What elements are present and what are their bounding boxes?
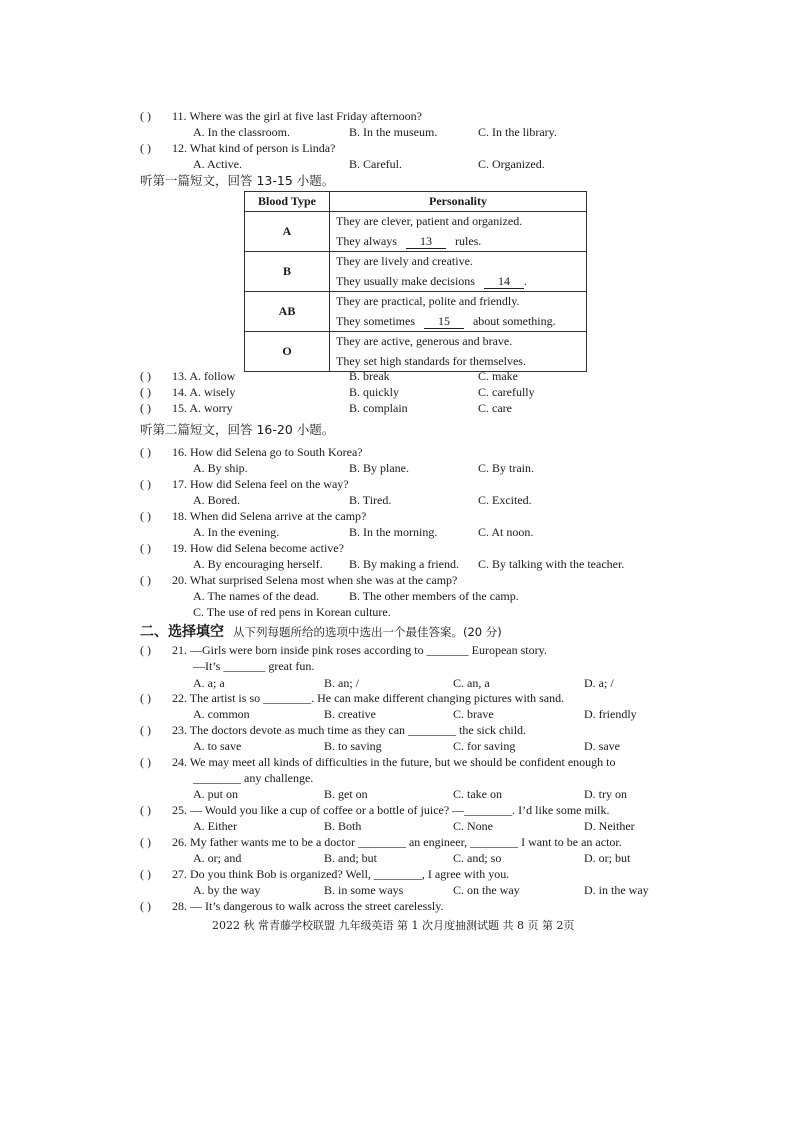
header-blood-type: Blood Type [245,192,330,212]
answer-paren[interactable]: ( ) [140,573,151,587]
question-stem: 16. How did Selena go to South Korea? [172,445,363,459]
header-personality: Personality [330,192,587,212]
question-stem: 12. What kind of person is Linda? [172,141,336,155]
option-b: B. In the museum. [349,125,438,139]
option-d: D. friendly [584,707,637,721]
option-c: C. The use of red pens in Korean culture. [193,605,391,619]
option-a: A. The names of the dead. [193,589,320,603]
personality-line: They set high standards for themselves. [336,353,526,368]
table-row [245,252,587,292]
table-row [245,212,587,252]
answer-blank-14[interactable]: 14 [484,274,524,289]
option-c: C. Organized. [478,157,545,171]
blood-type-table [244,191,587,372]
option-a: A. By encouraging herself. [193,557,323,571]
personality-line: They usually make decisions 14 . [336,273,527,288]
option-d: D. try on [584,787,627,801]
passage-1-heading: 听第一篇短文，回答 13-15 小题。 [140,173,335,188]
option-c: C. None [453,819,493,833]
option-a: A. Either [193,819,237,833]
blood-type-cell: AB [245,292,330,332]
question-stem-line-2: —It’s _______ great fun. [193,659,315,673]
option-b: B. Careful. [349,157,402,171]
answer-paren[interactable]: ( ) [140,445,151,459]
question-stem: 22. The artist is so ________. He can make different changing pictures with sand. [172,691,565,705]
question-stem-line-2: ________ any challenge. [193,771,314,785]
personality-line: They are practical, polite and friendly. [336,294,520,308]
question-stem: 21. —Girls were born inside pink roses according to _______ European story. [172,643,547,657]
option-b: B. By making a friend. [349,557,459,571]
section-title-text: 二、选择填空 [140,624,224,640]
answer-paren[interactable]: ( ) [140,691,151,705]
answer-paren[interactable]: ( ) [140,899,151,913]
option-b: B. Both [324,819,362,833]
personality-line: They are lively and creative. [336,254,473,268]
table-row [245,332,587,372]
option-a: 15. A. worry [172,401,233,415]
answer-paren[interactable]: ( ) [140,369,151,383]
option-c: C. Excited. [478,493,532,507]
personality-line: They sometimes 15 about something. [336,313,556,328]
personality-line: They are active, generous and brave. [336,334,513,348]
section-2-title [140,623,502,641]
option-b: B. in some ways [324,883,404,897]
option-b: B. break [349,369,390,383]
answer-paren[interactable]: ( ) [140,835,151,849]
option-c: C. and; so [453,851,502,865]
option-b: B. In the morning. [349,525,438,539]
option-a: A. In the evening. [193,525,280,539]
option-c: C. By talking with the teacher. [478,557,625,571]
answer-paren[interactable]: ( ) [140,477,151,491]
option-d: D. save [584,739,620,753]
blood-type-cell: B [245,252,330,292]
question-stem: 26. My father wants me to be a doctor ________ an engineer, ________ I want to be an actor. [172,835,622,849]
option-a: A. a; a [193,676,225,690]
personality-cell [330,212,587,252]
answer-paren[interactable]: ( ) [140,723,151,737]
answer-paren[interactable]: ( ) [140,401,151,415]
answer-blank-15[interactable]: 15 [424,314,464,329]
option-a: A. or; and [193,851,242,865]
option-d: D. or; but [584,851,631,865]
option-c: C. At noon. [478,525,534,539]
option-a: A. Active. [193,157,242,171]
option-c: C. make [478,369,518,383]
answer-paren[interactable]: ( ) [140,385,151,399]
question-stem: 27. Do you think Bob is organized? Well, ________, I agree with you. [172,867,510,881]
answer-paren[interactable]: ( ) [140,755,151,769]
answer-paren[interactable]: ( ) [140,141,151,155]
option-d: D. a; / [584,676,614,690]
option-c: C. an, a [453,676,490,690]
option-a: 13. A. follow [172,369,236,383]
option-a: A. by the way [193,883,261,897]
question-stem: 24. We may meet all kinds of difficulties in the future, but we should be confident enough to [172,755,616,769]
section-instruction: 从下列每题所给的选项中选出一个最佳答案。(20 分) [233,625,502,639]
option-c: C. take on [453,787,502,801]
option-b: B. and; but [324,851,377,865]
personality-cell [330,252,587,292]
blood-type-cell: O [245,332,330,372]
option-c: C. brave [453,707,494,721]
option-d: D. in the way [584,883,649,897]
option-b: B. Tired. [349,493,392,507]
answer-paren[interactable]: ( ) [140,109,151,123]
option-a: A. In the classroom. [193,125,290,139]
option-a: A. Bored. [193,493,240,507]
option-b: B. an; / [324,676,359,690]
option-a: A. put on [193,787,238,801]
answer-paren[interactable]: ( ) [140,803,151,817]
question-stem: 25. — Would you like a cup of coffee or a bottle of juice? —________. I’d like some milk. [172,803,610,817]
option-b: B. The other members of the camp. [349,589,519,603]
question-stem: 18. When did Selena arrive at the camp? [172,509,367,523]
answer-paren[interactable]: ( ) [140,867,151,881]
question-stem: 19. How did Selena become active? [172,541,344,555]
option-d: D. Neither [584,819,635,833]
question-stem: 28. — It’s dangerous to walk across the street carelessly. [172,899,444,913]
question-stem: 11. Where was the girl at five last Friday afternoon? [172,109,422,123]
option-a: 14. A. wisely [172,385,236,399]
personality-cell [330,332,587,372]
option-b: B. complain [349,401,408,415]
option-c: C. By train. [478,461,534,475]
option-b: B. get on [324,787,368,801]
question-stem: 20. What surprised Selena most when she was at the camp? [172,573,458,587]
personality-line: They are clever, patient and organized. [336,214,523,228]
option-c: C. for saving [453,739,516,753]
option-a: A. By ship. [193,461,248,475]
blood-type-cell: A [245,212,330,252]
answer-paren[interactable]: ( ) [140,509,151,523]
personality-cell [330,292,587,332]
question-stem: 23. The doctors devote as much time as they can ________ the sick child. [172,723,527,737]
option-c: C. In the library. [478,125,557,139]
page-footer: 2022 秋 常青藤学校联盟 九年级英语 第 1 次月度抽测试题 共 8 页 第 2页 [212,919,575,932]
option-b: B. to saving [324,739,382,753]
answer-paren[interactable]: ( ) [140,643,151,657]
table-row [245,292,587,332]
answer-paren[interactable]: ( ) [140,541,151,555]
option-c: C. on the way [453,883,520,897]
option-c: C. carefully [478,385,535,399]
personality-line: They always 13 rules. [336,233,482,248]
option-b: B. quickly [349,385,399,399]
option-b: B. By plane. [349,461,409,475]
option-a: A. to save [193,739,242,753]
answer-blank-13[interactable]: 13 [406,234,446,249]
option-c: C. care [478,401,512,415]
option-b: B. creative [324,707,376,721]
question-stem: 17. How did Selena feel on the way? [172,477,349,491]
option-a: A. common [193,707,250,721]
passage-2-heading: 听第二篇短文，回答 16-20 小题。 [140,422,335,437]
